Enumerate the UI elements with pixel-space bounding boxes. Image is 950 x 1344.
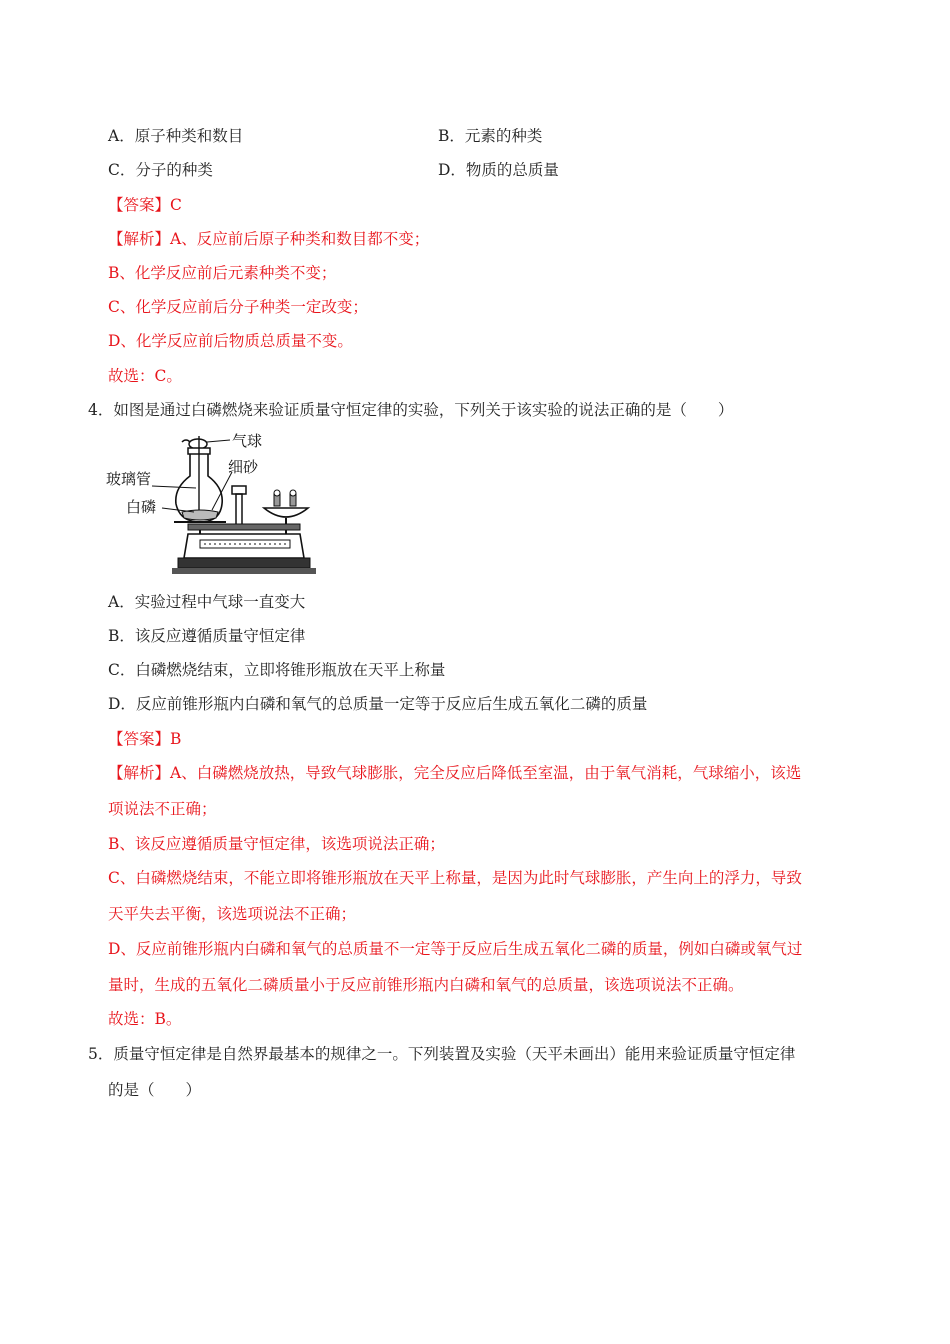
- q3-analysis-line: D、化学反应前后物质总质量不变。: [108, 332, 353, 350]
- q3-option-d: D．物质的总质量: [438, 161, 559, 179]
- label-glass-tube: 玻璃管: [106, 470, 152, 488]
- q4-answer: 【答案】B: [108, 730, 182, 748]
- q3-analysis-line: 【解析】A、反应前后原子种类和数目都不变；: [108, 230, 430, 248]
- balance-experiment-figure: [104, 428, 316, 578]
- label-sand: 细砂: [228, 458, 259, 476]
- q4-analysis-line: 【解析】A、白磷燃烧放热，导致气球膨胀，完全反应后降低至室温，由于氧气消耗，气球缩小，该选: [108, 764, 802, 782]
- q5-question-line2: 的是（ ）: [108, 1081, 202, 1099]
- q3-option-b: B．元素的种类: [438, 127, 543, 145]
- q3-option-c: C．分子的种类: [108, 161, 213, 179]
- q4-analysis-line: 天平失去平衡，该选项说法不正确；: [108, 905, 357, 923]
- q4-option-b: B．该反应遵循质量守恒定律: [108, 627, 306, 645]
- q4-option-d: D．反应前锥形瓶内白磷和氧气的总质量一定等于反应后生成五氧化二磷的质量: [108, 695, 648, 713]
- q5-question-line1: 5．质量守恒定律是自然界最基本的规律之一。下列装置及实验（天平未画出）能用来验证质量守恒定律: [88, 1045, 796, 1063]
- q4-question: 4．如图是通过白磷燃烧来验证质量守恒定律的实验，下列关于该实验的说法正确的是（ ）: [88, 401, 734, 419]
- label-white-phosphorus: 白磷: [126, 498, 157, 516]
- q4-option-c: C．白磷燃烧结束，立即将锥形瓶放在天平上称量: [108, 661, 446, 679]
- q4-analysis-line: B、该反应遵循质量守恒定律，该选项说法正确；: [108, 835, 445, 853]
- q3-analysis-line: B、化学反应前后元素种类不变；: [108, 264, 337, 282]
- balance-base: [184, 534, 304, 558]
- q4-analysis-line: D、反应前锥形瓶内白磷和氧气的总质量不一定等于反应后生成五氧化二磷的质量，例如白磷或氧气过: [108, 940, 803, 958]
- q3-conclusion: 故选：C。: [108, 367, 182, 385]
- q4-option-a: A．实验过程中气球一直变大: [108, 593, 306, 611]
- label-balloon: 气球: [232, 432, 263, 450]
- q3-option-a: A．原子种类和数目: [108, 127, 244, 145]
- q4-analysis-line: C、白磷燃烧结束，不能立即将锥形瓶放在天平上称量，是因为此时气球膨胀，产生向上的浮力，导致: [108, 869, 802, 887]
- q4-conclusion: 故选：B。: [108, 1010, 182, 1028]
- q4-analysis-line: 量时，生成的五氧化二磷质量小于反应前锥形瓶内白磷和氧气的总质量，该选项说法不正确。: [108, 976, 744, 994]
- q3-analysis-line: C、化学反应前后分子种类一定改变；: [108, 298, 368, 316]
- q3-answer: 【答案】C: [108, 196, 182, 214]
- q4-analysis-line: 项说法不正确；: [108, 800, 217, 818]
